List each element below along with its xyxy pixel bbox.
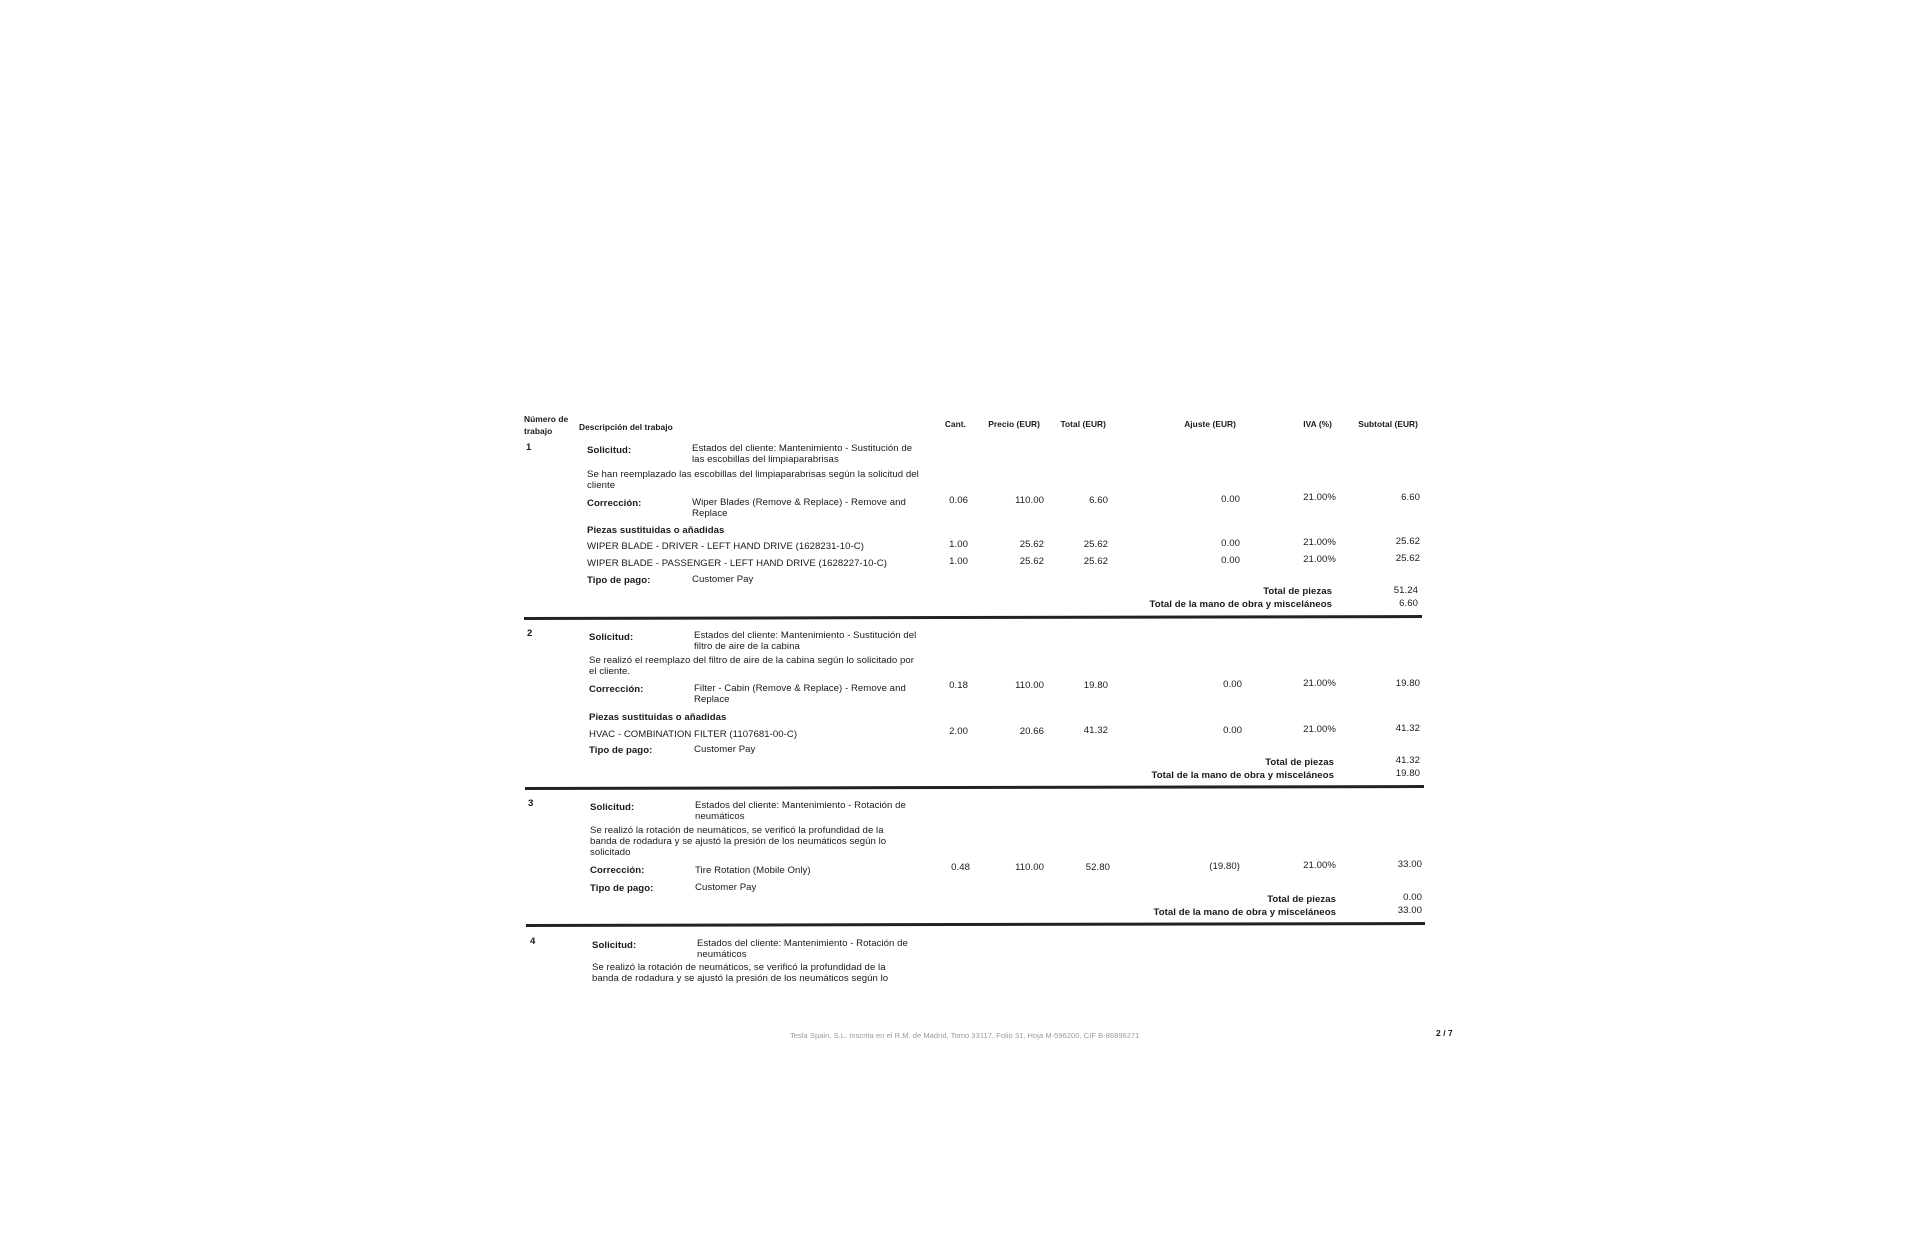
payment-value: Customer Pay xyxy=(692,574,754,585)
part-price: 20.66 xyxy=(1019,726,1044,737)
job-note: Se realizó la rotación de neumáticos, se verificó la profundidad de la banda de rodadura y se ajustó la presión de los neumáticos según lo solicitado xyxy=(590,825,887,858)
job-note: Se realizó la rotación de neumáticos, se verificó la profundidad de la banda de rodadura y se ajustó la presión de los neumáticos según lo xyxy=(592,962,889,984)
correction-price: 110.00 xyxy=(1015,862,1044,873)
request-text: Estados del cliente: Mantenimiento - Sustitución de las escobillas del limpiaparabrisas xyxy=(692,443,913,465)
correction-total: 6.60 xyxy=(1089,495,1108,506)
correction-adjust: 0.00 xyxy=(1223,679,1242,690)
request-text: Estados del cliente: Mantenimiento - Rotación de neumáticos xyxy=(695,800,906,822)
correction-qty: 0.48 xyxy=(951,862,970,873)
part-subtotal: 41.32 xyxy=(1395,723,1420,734)
part-adjust: 0.00 xyxy=(1221,538,1240,549)
header-vat: IVA (%) xyxy=(1303,419,1332,429)
labor-total-value: 19.80 xyxy=(1395,768,1420,779)
correction-price: 110.00 xyxy=(1015,495,1044,506)
request-label: Solicitud: xyxy=(587,445,632,456)
correction-label: Corrección: xyxy=(589,684,644,695)
parts-heading: Piezas sustituidas o añadidas xyxy=(587,525,725,536)
correction-subtotal: 19.80 xyxy=(1395,678,1420,689)
correction-qty: 0.18 xyxy=(949,680,968,691)
part-qty: 1.00 xyxy=(949,556,968,567)
part-desc: WIPER BLADE - DRIVER - LEFT HAND DRIVE (1628231-10-C) xyxy=(587,541,865,552)
payment-label: Tipo de pago: xyxy=(587,575,651,586)
correction-subtotal: 6.60 xyxy=(1401,492,1420,503)
labor-total-value: 6.60 xyxy=(1399,598,1418,609)
part-vat: 21.00% xyxy=(1303,724,1336,735)
part-adjust: 0.00 xyxy=(1223,725,1242,736)
part-total: 25.62 xyxy=(1083,556,1108,567)
part-vat: 21.00% xyxy=(1303,537,1336,548)
section-divider xyxy=(525,785,1424,790)
job-number: 4 xyxy=(530,936,536,947)
header-adjust: Ajuste (EUR) xyxy=(1184,419,1236,429)
job-note: Se han reemplazado las escobillas del limpiaparabrisas según la solicitud del cliente xyxy=(587,469,919,491)
header-price: Precio (EUR) xyxy=(988,419,1040,429)
correction-desc: Wiper Blades (Remove & Replace) - Remove and Replace xyxy=(692,497,906,519)
labor-total-label: Total de la mano de obra y misceláneos xyxy=(1153,907,1336,918)
labor-total-value: 33.00 xyxy=(1397,905,1422,916)
payment-value: Customer Pay xyxy=(694,744,756,755)
part-price: 25.62 xyxy=(1019,539,1044,550)
parts-total-label: Total de piezas xyxy=(1267,894,1336,905)
part-desc: HVAC - COMBINATION FILTER (1107681-00-C) xyxy=(589,729,798,740)
parts-total-label: Total de piezas xyxy=(1263,586,1332,597)
parts-total-value: 0.00 xyxy=(1403,892,1422,903)
correction-price: 110.00 xyxy=(1015,680,1044,691)
header-description: Descripción del trabajo xyxy=(579,422,673,432)
header-job-number: Número de trabajo xyxy=(524,414,569,436)
part-subtotal: 25.62 xyxy=(1395,553,1420,564)
request-text: Estados del cliente: Mantenimiento - Sustitución del filtro de aire de la cabina xyxy=(694,630,917,652)
part-subtotal: 25.62 xyxy=(1395,536,1420,547)
section-divider xyxy=(526,922,1425,927)
parts-total-label: Total de piezas xyxy=(1265,757,1334,768)
header-subtotal: Subtotal (EUR) xyxy=(1358,419,1418,429)
request-label: Solicitud: xyxy=(590,802,635,813)
job-number: 3 xyxy=(528,798,534,809)
footer-company: Tesla Spain, S.L. Inscrita en el R.M. de Madrid, Tomo 33117, Folio 31, Hoja M-596200, CIF B-86896271 xyxy=(790,1031,1140,1040)
part-price: 25.62 xyxy=(1019,556,1044,567)
correction-subtotal: 33.00 xyxy=(1397,859,1422,870)
correction-total: 19.80 xyxy=(1083,680,1108,691)
part-qty: 2.00 xyxy=(949,726,968,737)
payment-label: Tipo de pago: xyxy=(589,745,653,756)
correction-adjust: 0.00 xyxy=(1221,494,1240,505)
parts-total-value: 51.24 xyxy=(1393,585,1418,596)
part-total: 25.62 xyxy=(1083,539,1108,550)
request-text: Estados del cliente: Mantenimiento - Rotación de neumáticos xyxy=(697,938,908,960)
request-label: Solicitud: xyxy=(592,940,637,951)
part-qty: 1.00 xyxy=(949,539,968,550)
labor-total-label: Total de la mano de obra y misceláneos xyxy=(1149,599,1332,610)
labor-total-label: Total de la mano de obra y misceláneos xyxy=(1151,770,1334,781)
correction-adjust: (19.80) xyxy=(1209,861,1240,872)
part-total: 41.32 xyxy=(1083,725,1108,736)
page-number: 2 / 7 xyxy=(1436,1028,1453,1038)
correction-qty: 0.06 xyxy=(949,495,968,506)
part-desc: WIPER BLADE - PASSENGER - LEFT HAND DRIVE (1628227-10-C) xyxy=(587,558,887,569)
part-vat: 21.00% xyxy=(1303,554,1336,565)
payment-value: Customer Pay xyxy=(695,882,757,893)
header-total: Total (EUR) xyxy=(1060,419,1106,429)
section-divider xyxy=(524,615,1422,620)
correction-desc: Filter - Cabin (Remove & Replace) - Remove and Replace xyxy=(694,683,906,705)
header-qty: Cant. xyxy=(944,419,966,429)
job-note: Se realizó el reemplazo del filtro de aire de la cabina según lo solicitado por el cliente. xyxy=(589,655,914,677)
part-adjust: 0.00 xyxy=(1221,555,1240,566)
correction-label: Corrección: xyxy=(587,498,642,509)
request-label: Solicitud: xyxy=(589,632,634,643)
correction-label: Corrección: xyxy=(590,865,645,876)
correction-desc: Tire Rotation (Mobile Only) xyxy=(695,865,811,876)
payment-label: Tipo de pago: xyxy=(590,883,654,894)
parts-heading: Piezas sustituidas o añadidas xyxy=(589,712,727,723)
correction-vat: 21.00% xyxy=(1303,860,1336,871)
parts-total-value: 41.32 xyxy=(1395,755,1420,766)
correction-vat: 21.00% xyxy=(1303,678,1336,689)
job-number: 2 xyxy=(527,628,533,639)
correction-vat: 21.00% xyxy=(1303,492,1336,503)
correction-total: 52.80 xyxy=(1085,862,1110,873)
job-number: 1 xyxy=(526,442,532,453)
